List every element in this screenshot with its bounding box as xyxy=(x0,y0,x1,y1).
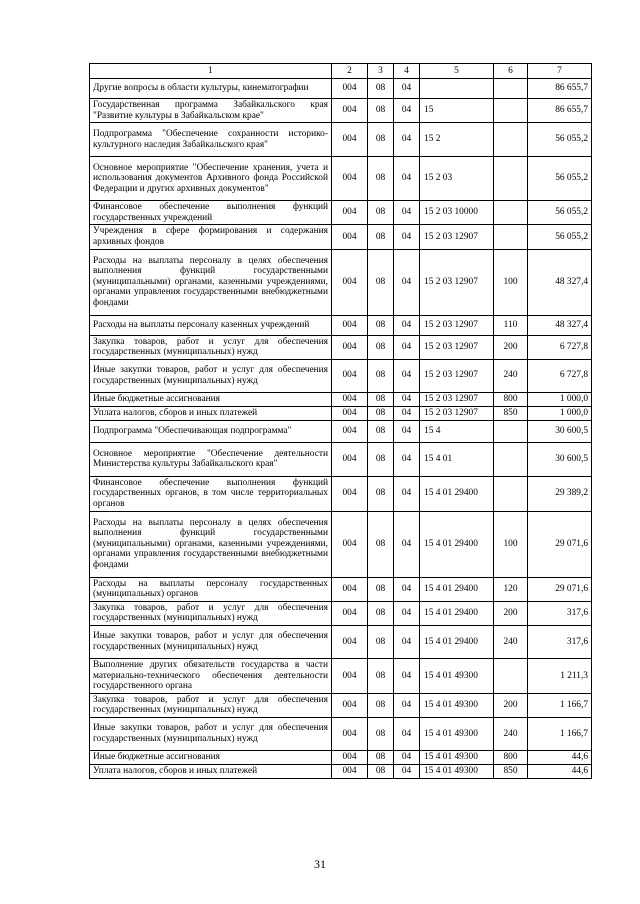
subsection-code: 04 xyxy=(394,201,420,225)
expense-type-code: 110 xyxy=(494,315,528,335)
expense-type-code: 100 xyxy=(494,249,528,315)
item-name: Учреждения в сфере формирования и содержания архивных фондов xyxy=(90,225,332,249)
expense-type-code xyxy=(494,476,528,511)
target-item-code: 15 2 03 xyxy=(420,157,494,201)
item-name: Основное мероприятие "Обеспечение хранения, учета и использования документов Архивного фонда Российской Федерации и других архивных документов" xyxy=(90,157,332,201)
section-code: 08 xyxy=(368,442,394,476)
subsection-code: 04 xyxy=(394,750,420,764)
target-item-code: 15 2 xyxy=(420,123,494,157)
item-name: Подпрограмма "Обеспечивающая подпрограмма" xyxy=(90,420,332,442)
expense-type-code xyxy=(494,99,528,123)
section-code: 08 xyxy=(368,476,394,511)
item-name: Государственная программа Забайкальского края "Развитие культуры в Забайкальском крае" xyxy=(90,99,332,123)
section-code: 08 xyxy=(368,420,394,442)
ministry-code: 004 xyxy=(332,577,368,601)
amount: 6 727,8 xyxy=(528,335,592,359)
column-header: 3 xyxy=(368,64,394,79)
target-item-code: 15 2 03 12907 xyxy=(420,315,494,335)
amount: 48 327,4 xyxy=(528,249,592,315)
target-item-code xyxy=(420,79,494,99)
ministry-code: 004 xyxy=(332,693,368,717)
ministry-code: 004 xyxy=(332,392,368,406)
ministry-code: 004 xyxy=(332,225,368,249)
subsection-code: 04 xyxy=(394,157,420,201)
table-row xyxy=(90,625,592,658)
expense-type-code: 850 xyxy=(494,764,528,778)
ministry-code: 004 xyxy=(332,750,368,764)
target-item-code: 15 4 01 49300 xyxy=(420,658,494,693)
target-item-code: 15 4 01 49300 xyxy=(420,717,494,750)
ministry-code: 004 xyxy=(332,157,368,201)
column-header: 4 xyxy=(394,64,420,79)
ministry-code: 004 xyxy=(332,601,368,625)
target-item-code: 15 xyxy=(420,99,494,123)
amount: 86 655,7 xyxy=(528,79,592,99)
table-row xyxy=(90,249,592,315)
ministry-code: 004 xyxy=(332,201,368,225)
subsection-code: 04 xyxy=(394,442,420,476)
section-code: 08 xyxy=(368,315,394,335)
expense-type-code: 850 xyxy=(494,406,528,420)
table-row xyxy=(90,442,592,476)
section-code: 08 xyxy=(368,750,394,764)
expense-type-code: 800 xyxy=(494,750,528,764)
ministry-code: 004 xyxy=(332,249,368,315)
item-name: Иные закупки товаров, работ и услуг для обеспечения государственных (муниципальных) нужд xyxy=(90,717,332,750)
table-row xyxy=(90,764,592,778)
expense-type-code: 240 xyxy=(494,625,528,658)
subsection-code: 04 xyxy=(394,123,420,157)
target-item-code: 15 2 03 12907 xyxy=(420,225,494,249)
item-name: Финансовое обеспечение выполнения функций государственных органов, в том числе территориальных органов xyxy=(90,476,332,511)
ministry-code: 004 xyxy=(332,442,368,476)
subsection-code: 04 xyxy=(394,225,420,249)
column-header: 7 xyxy=(528,64,592,79)
section-code: 08 xyxy=(368,79,394,99)
expense-type-code xyxy=(494,201,528,225)
subsection-code: 04 xyxy=(394,601,420,625)
item-name: Иные закупки товаров, работ и услуг для обеспечения государственных (муниципальных) нужд xyxy=(90,359,332,392)
target-item-code: 15 4 01 29400 xyxy=(420,625,494,658)
ministry-code: 004 xyxy=(332,511,368,577)
ministry-code: 004 xyxy=(332,420,368,442)
amount: 317,6 xyxy=(528,625,592,658)
subsection-code: 04 xyxy=(394,625,420,658)
table-row xyxy=(90,693,592,717)
expense-type-code: 200 xyxy=(494,693,528,717)
expense-type-code xyxy=(494,157,528,201)
column-header: 2 xyxy=(332,64,368,79)
item-name: Иные закупки товаров, работ и услуг для обеспечения государственных (муниципальных) нужд xyxy=(90,625,332,658)
target-item-code: 15 4 01 49300 xyxy=(420,693,494,717)
table-row xyxy=(90,750,592,764)
subsection-code: 04 xyxy=(394,476,420,511)
section-code: 08 xyxy=(368,658,394,693)
target-item-code: 15 4 01 29400 xyxy=(420,577,494,601)
subsection-code: 04 xyxy=(394,693,420,717)
subsection-code: 04 xyxy=(394,315,420,335)
amount: 29 389,2 xyxy=(528,476,592,511)
table-row xyxy=(90,577,592,601)
expense-type-code xyxy=(494,79,528,99)
target-item-code: 15 2 03 12907 xyxy=(420,406,494,420)
subsection-code: 04 xyxy=(394,249,420,315)
item-name: Расходы на выплаты персоналу в целях обеспечения выполнения функций государственными (муниципальными) органами, казенными учреждениями, органами управления государственными внебюджетными фондами xyxy=(90,249,332,315)
ministry-code: 004 xyxy=(332,625,368,658)
section-code: 08 xyxy=(368,123,394,157)
target-item-code: 15 4 01 xyxy=(420,442,494,476)
amount: 44,6 xyxy=(528,750,592,764)
section-code: 08 xyxy=(368,601,394,625)
expense-type-code: 200 xyxy=(494,335,528,359)
table-row xyxy=(90,717,592,750)
table-row xyxy=(90,601,592,625)
expense-type-code xyxy=(494,420,528,442)
item-name: Уплата налогов, сборов и иных платежей xyxy=(90,406,332,420)
subsection-code: 04 xyxy=(394,392,420,406)
table-row xyxy=(90,99,592,123)
subsection-code: 04 xyxy=(394,79,420,99)
item-name: Основное мероприятие "Обеспечение деятельности Министерства культуры Забайкальского края" xyxy=(90,442,332,476)
section-code: 08 xyxy=(368,511,394,577)
expense-type-code: 200 xyxy=(494,601,528,625)
amount: 1 166,7 xyxy=(528,717,592,750)
section-code: 08 xyxy=(368,392,394,406)
table-row xyxy=(90,406,592,420)
amount: 1 000,0 xyxy=(528,392,592,406)
table-row xyxy=(90,420,592,442)
section-code: 08 xyxy=(368,201,394,225)
section-code: 08 xyxy=(368,225,394,249)
amount: 29 071,6 xyxy=(528,577,592,601)
table-row xyxy=(90,658,592,693)
amount: 56 055,2 xyxy=(528,157,592,201)
table-row xyxy=(90,79,592,99)
table-row xyxy=(90,225,592,249)
section-code: 08 xyxy=(368,764,394,778)
amount: 56 055,2 xyxy=(528,201,592,225)
expense-type-code: 240 xyxy=(494,717,528,750)
item-name: Выполнение других обязательств государства в части материально-технического обеспечения деятельности государственного органа xyxy=(90,658,332,693)
target-item-code: 15 2 03 12907 xyxy=(420,392,494,406)
expense-type-code xyxy=(494,123,528,157)
budget-table xyxy=(89,63,592,779)
target-item-code: 15 4 01 29400 xyxy=(420,601,494,625)
subsection-code: 04 xyxy=(394,420,420,442)
table-row xyxy=(90,157,592,201)
target-item-code: 15 4 01 29400 xyxy=(420,476,494,511)
amount: 6 727,8 xyxy=(528,359,592,392)
amount: 29 071,6 xyxy=(528,511,592,577)
item-name: Закупка товаров, работ и услуг для обеспечения государственных (муниципальных) нужд xyxy=(90,693,332,717)
section-code: 08 xyxy=(368,577,394,601)
subsection-code: 04 xyxy=(394,335,420,359)
amount: 86 655,7 xyxy=(528,99,592,123)
target-item-code: 15 2 03 10000 xyxy=(420,201,494,225)
ministry-code: 004 xyxy=(332,79,368,99)
target-item-code: 15 4 01 29400 xyxy=(420,511,494,577)
item-name: Закупка товаров, работ и услуг для обеспечения государственных (муниципальных) нужд xyxy=(90,335,332,359)
ministry-code: 004 xyxy=(332,476,368,511)
amount: 56 055,2 xyxy=(528,123,592,157)
item-name: Подпрограмма "Обеспечение сохранности историко-культурного наследия Забайкальского края" xyxy=(90,123,332,157)
section-code: 08 xyxy=(368,625,394,658)
subsection-code: 04 xyxy=(394,658,420,693)
expense-type-code: 100 xyxy=(494,511,528,577)
amount: 56 055,2 xyxy=(528,225,592,249)
column-header: 6 xyxy=(494,64,528,79)
target-item-code: 15 4 xyxy=(420,420,494,442)
amount: 317,6 xyxy=(528,601,592,625)
section-code: 08 xyxy=(368,335,394,359)
amount: 30 600,5 xyxy=(528,420,592,442)
item-name: Другие вопросы в области культуры, кинематографии xyxy=(90,79,332,99)
ministry-code: 004 xyxy=(332,335,368,359)
subsection-code: 04 xyxy=(394,99,420,123)
target-item-code: 15 4 01 49300 xyxy=(420,750,494,764)
amount: 48 327,4 xyxy=(528,315,592,335)
item-name: Закупка товаров, работ и услуг для обеспечения государственных (муниципальных) нужд xyxy=(90,601,332,625)
expense-type-code: 800 xyxy=(494,392,528,406)
expense-type-code: 240 xyxy=(494,359,528,392)
subsection-code: 04 xyxy=(394,717,420,750)
table-row xyxy=(90,476,592,511)
section-code: 08 xyxy=(368,693,394,717)
section-code: 08 xyxy=(368,406,394,420)
target-item-code: 15 2 03 12907 xyxy=(420,359,494,392)
ministry-code: 004 xyxy=(332,359,368,392)
target-item-code: 15 2 03 12907 xyxy=(420,335,494,359)
table-row xyxy=(90,359,592,392)
ministry-code: 004 xyxy=(332,315,368,335)
page-number: 31 xyxy=(314,857,326,871)
item-name: Расходы на выплаты персоналу в целях обеспечения выполнения функций государственными (муниципальными) органами, казенными учреждениями, органами управления государственными внебюджетными фондами xyxy=(90,511,332,577)
header-row xyxy=(90,64,592,79)
amount: 1 211,3 xyxy=(528,658,592,693)
ministry-code: 004 xyxy=(332,123,368,157)
table-row xyxy=(90,335,592,359)
table-body xyxy=(90,79,592,779)
item-name: Финансовое обеспечение выполнения функций государственных учреждений xyxy=(90,201,332,225)
item-name: Иные бюджетные ассигнования xyxy=(90,392,332,406)
column-header: 5 xyxy=(420,64,494,79)
subsection-code: 04 xyxy=(394,359,420,392)
item-name: Расходы на выплаты персоналу государственных (муниципальных) органов xyxy=(90,577,332,601)
section-code: 08 xyxy=(368,717,394,750)
item-name: Расходы на выплаты персоналу казенных учреждений xyxy=(90,315,332,335)
amount: 30 600,5 xyxy=(528,442,592,476)
ministry-code: 004 xyxy=(332,658,368,693)
expense-type-code xyxy=(494,658,528,693)
subsection-code: 04 xyxy=(394,511,420,577)
subsection-code: 04 xyxy=(394,406,420,420)
table-row xyxy=(90,315,592,335)
subsection-code: 04 xyxy=(394,577,420,601)
amount: 1 166,7 xyxy=(528,693,592,717)
ministry-code: 004 xyxy=(332,764,368,778)
ministry-code: 004 xyxy=(332,99,368,123)
expense-type-code: 120 xyxy=(494,577,528,601)
target-item-code: 15 4 01 49300 xyxy=(420,764,494,778)
subsection-code: 04 xyxy=(394,764,420,778)
section-code: 08 xyxy=(368,157,394,201)
ministry-code: 004 xyxy=(332,406,368,420)
table-row xyxy=(90,201,592,225)
amount: 1 000,0 xyxy=(528,406,592,420)
section-code: 08 xyxy=(368,359,394,392)
amount: 44,6 xyxy=(528,764,592,778)
table-row xyxy=(90,123,592,157)
expense-type-code xyxy=(494,225,528,249)
item-name: Иные бюджетные ассигнования xyxy=(90,750,332,764)
section-code: 08 xyxy=(368,249,394,315)
expense-type-code xyxy=(494,442,528,476)
table-row xyxy=(90,511,592,577)
ministry-code: 004 xyxy=(332,717,368,750)
item-name: Уплата налогов, сборов и иных платежей xyxy=(90,764,332,778)
target-item-code: 15 2 03 12907 xyxy=(420,249,494,315)
section-code: 08 xyxy=(368,99,394,123)
table-row xyxy=(90,392,592,406)
column-header: 1 xyxy=(90,64,332,79)
